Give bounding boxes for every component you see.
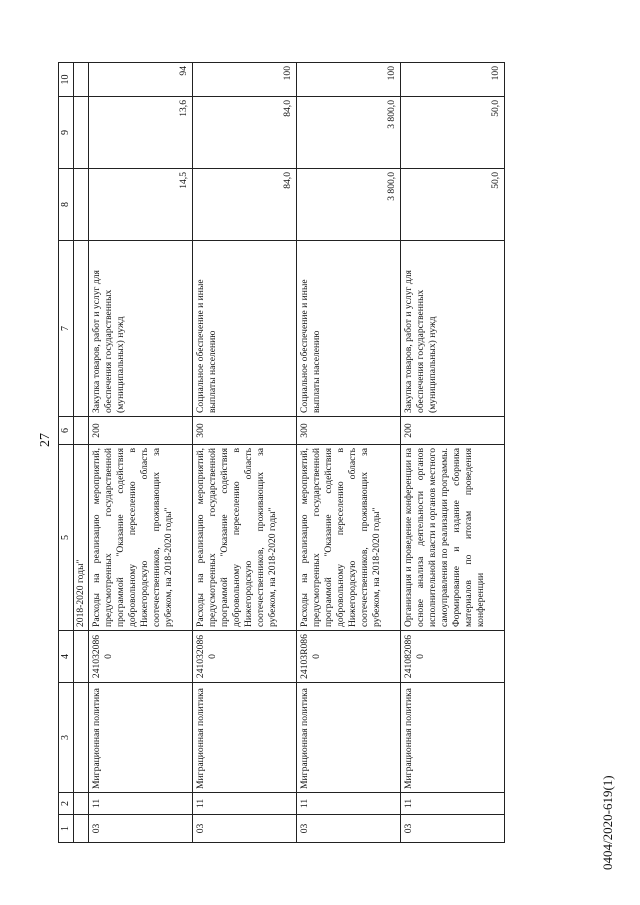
document-code: 0404/2020-619(1)	[600, 775, 615, 870]
header-cell-2: 2	[59, 793, 74, 815]
header-cell-7: 7	[59, 241, 74, 417]
expense-type-code: 200	[401, 417, 505, 445]
section-code: 03	[401, 815, 505, 843]
header-cell-9: 9	[59, 97, 74, 169]
subsection-name: Миграционная политика	[297, 683, 401, 793]
header-cell-4: 4	[59, 631, 74, 683]
expense-type-code: 300	[193, 417, 297, 445]
table-row	[401, 63, 505, 843]
actual-amount: 3 800,0	[297, 97, 401, 169]
target-article-name: Расходы на реализацию мероприятий, предусмотренных государственной программой "Оказание содействия добровольному переселению в Нижегородскую область соотечественников, проживающих за рубежом, на 2018-2020 годы"	[89, 445, 193, 631]
page-number: 27	[38, 433, 53, 447]
target-article-code: 2410320860	[193, 631, 297, 683]
expense-type-name: Социальное обеспечение и иные выплаты населению	[297, 241, 401, 417]
header-cell-3: 3	[59, 683, 74, 793]
actual-amount: 50,0	[401, 97, 505, 169]
execution-percent: 94	[89, 63, 193, 97]
rotated-table-wrapper	[58, 63, 598, 843]
subsection-name: Миграционная политика	[89, 683, 193, 793]
subsection-code: 11	[193, 793, 297, 815]
planned-amount: 14,5	[89, 169, 193, 241]
table-row	[193, 63, 297, 843]
expense-type-name: Социальное обеспечение и иные выплаты населению	[193, 241, 297, 417]
subsection-name: Миграционная политика	[193, 683, 297, 793]
budget-table	[58, 62, 505, 843]
planned-amount: 50,0	[401, 169, 505, 241]
subsection-code: 11	[297, 793, 401, 815]
header-cell-5: 5	[59, 445, 74, 631]
table-header-row	[59, 63, 74, 843]
actual-amount: 84,0	[193, 97, 297, 169]
continuation-text: 2018-2020 годы"	[74, 445, 89, 631]
planned-amount: 84,0	[193, 169, 297, 241]
actual-amount: 13,6	[89, 97, 193, 169]
execution-percent: 100	[297, 63, 401, 97]
section-code: 03	[193, 815, 297, 843]
target-article-name: Расходы на реализацию мероприятий, предусмотренных государственной программой "Оказание содействия добровольному переселению в Нижегородскую область соотечественников, проживающих за рубежом, на 2018-2020 годы"	[193, 445, 297, 631]
target-article-code: 2410320860	[89, 631, 193, 683]
subsection-name: Миграционная политика	[401, 683, 505, 793]
target-article-name: Расходы на реализацию мероприятий, предусмотренных государственной программой "Оказание содействия добровольному переселению в Нижегородскую область соотечественников, проживающих за рубежом, на 2018-2020 годы"	[297, 445, 401, 631]
expense-type-name: Закупка товаров, работ и услуг для обеспечения государственных (муниципальных) нужд	[89, 241, 193, 417]
subsection-code: 11	[89, 793, 193, 815]
planned-amount: 3 800,0	[297, 169, 401, 241]
section-code: 03	[89, 815, 193, 843]
execution-percent: 100	[401, 63, 505, 97]
target-article-code: 2410820860	[401, 631, 505, 683]
expense-type-name: Закупка товаров, работ и услуг для обеспечения государственных (муниципальных) нужд	[401, 241, 505, 417]
header-cell-10: 10	[59, 63, 74, 97]
continuation-row	[74, 63, 89, 843]
execution-percent: 100	[193, 63, 297, 97]
header-cell-1: 1	[59, 815, 74, 843]
subsection-code: 11	[401, 793, 505, 815]
expense-type-code: 200	[89, 417, 193, 445]
target-article-code: 24103R0860	[297, 631, 401, 683]
expense-type-code: 300	[297, 417, 401, 445]
target-article-name: Организация и проведение конференции на основе анализа деятельности органов исполнительной власти и органов местного самоуправления по реализации программы. Формирование и издание сборника материалов по итогам проведения конференции	[401, 445, 505, 631]
table-row	[89, 63, 193, 843]
section-code: 03	[297, 815, 401, 843]
header-cell-6: 6	[59, 417, 74, 445]
header-cell-8: 8	[59, 169, 74, 241]
table-row	[297, 63, 401, 843]
